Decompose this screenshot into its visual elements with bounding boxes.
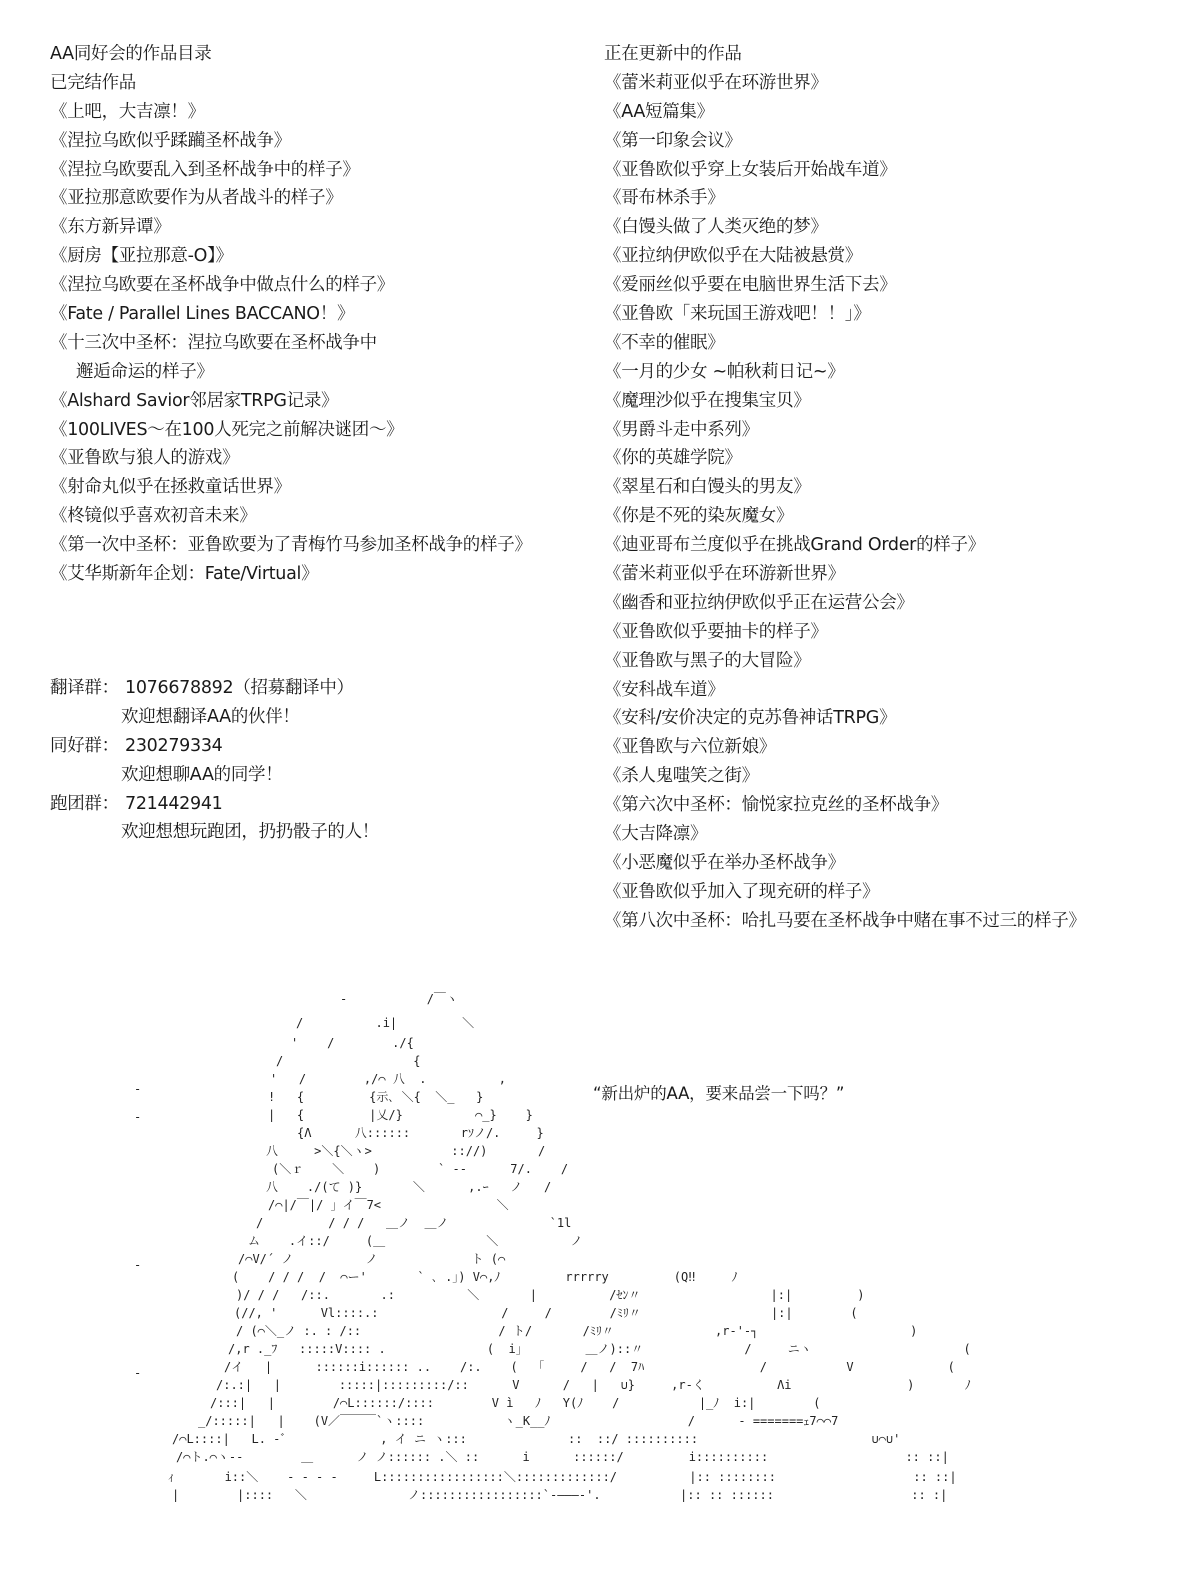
group-number: 230279334	[125, 735, 223, 756]
list-item: 《亚拉纳伊欧似乎在大陆被悬赏》	[604, 246, 862, 267]
list-item: 《杀人鬼嗤笑之街》	[604, 766, 759, 787]
ascii-art-line: ! { {示､ ＼{ ＼_ }	[268, 1090, 484, 1104]
ascii-art-line: / (⌒＼_ノ :. : /:: / ト/ /ﾐﾘ〃 ,r‐'‐┐ )	[236, 1324, 918, 1338]
list-item: 《柊镜似乎喜欢初音未来》	[50, 506, 257, 527]
list-item: 《亚鲁欧「来玩国王游戏吧！！」》	[604, 304, 871, 325]
group-note: 欢迎想聊AA的同学！	[121, 764, 283, 785]
ascii-art-line: (＼ｒ ＼ ) ` ‐- 7/. /	[272, 1162, 569, 1176]
ascii-art-line: -	[134, 1110, 142, 1124]
list-item: 《100LIVES～在100人死完之前解决谜团～》	[50, 419, 404, 440]
list-item: 《男爵斗走中系列》	[604, 419, 759, 440]
group-label: 同好群：	[50, 735, 119, 756]
list-item-continuation: 邂逅命运的样子》	[76, 361, 214, 382]
list-item: 《亚鲁欧与六位新娘》	[604, 737, 776, 758]
ascii-art-line: (//, ' Vl::::.: / / /ﾐﾘ〃 |:| (	[234, 1306, 858, 1320]
ascii-art-line: /⌒L::::| L. ‐ﾞ , イ ニ ヽ::: :: ::/ :::::::::: ∪⌒∪'	[172, 1432, 901, 1446]
ascii-art-line: | { |乂/} ⌒_} }	[268, 1108, 533, 1122]
list-item: 《东方新异谭》	[50, 217, 171, 238]
list-item: 《艾华斯新年企划：Fate/Virtual》	[50, 564, 319, 585]
completed-section-heading: 已完结作品	[50, 72, 136, 93]
ascii-art-line: ｨ i::＼ ‐ ‐ ‐ ‐ L:::::::::::::::::＼:::::::::::::/ |:: :::::::: :: ::|	[168, 1470, 957, 1484]
ascii-art-line: | |:::: ＼ ノ:::::::::::::::::`‐―――‐'. |:: :: :::::: :: :|	[172, 1488, 948, 1502]
list-item: 《哥布林杀手》	[604, 188, 725, 209]
list-item: 《不幸的催眠》	[604, 332, 725, 353]
ascii-art-line: -	[134, 1366, 142, 1380]
list-item: 《涅拉乌欧要乱入到圣杯战争中的样子》	[50, 159, 360, 180]
ongoing-section-heading: 正在更新中的作品	[604, 44, 742, 64]
list-item: 《白馒头做了人类灭绝的梦》	[604, 217, 828, 238]
list-item: 《迪亚哥布兰度似乎在挑战Grand Order的样子》	[604, 535, 985, 556]
catalog-title: AA同好会的作品目录	[50, 44, 212, 64]
group-note: 欢迎想翻译AA的伙伴！	[121, 706, 300, 727]
ascii-art-line: /⌒ト.⌒ヽ‐‐ ＿ ノ ノ:::::: .＼ :: i ::::::/ i:::::::::: :: ::|	[176, 1450, 949, 1464]
list-item: 《小恶魔似乎在举办圣杯战争》	[604, 852, 845, 873]
ascii-art-line: ' / ./{	[291, 1036, 414, 1050]
ascii-art-line: -	[134, 1082, 142, 1096]
list-item: 《你是不死的染灰魔女》	[604, 506, 794, 527]
ascii-art-line: /,r ._ﾌ :::::V:::: . ( i」 ＿ノ)::〃 / ニヽ (	[228, 1342, 971, 1356]
ascii-art-line: /:::| | /⌒L::::::/:::: V ì ﾉ Y(ﾉ / |_ﾉ i:| (	[210, 1396, 821, 1410]
list-item: 《魔理沙似乎在搜集宝贝》	[604, 390, 811, 411]
group-label: 跑团群：	[50, 793, 119, 814]
list-item: 《亚拉那意欧要作为从者战斗的样子》	[50, 188, 343, 209]
list-item: 《AA短篇集》	[604, 101, 714, 122]
ascii-art-line: / .i| ＼	[296, 1016, 475, 1030]
ascii-art-line: )/ / / /::. .: ＼ | /ｾﾝ〃 |:| )	[236, 1288, 865, 1302]
list-item: 《蕾米莉亚似乎在环游世界》	[604, 72, 828, 93]
list-item: 《涅拉乌欧似乎蹂躏圣杯战争》	[50, 130, 291, 151]
list-item: 《射命丸似乎在拯救童话世界》	[50, 477, 291, 498]
ascii-art-line: _/:::::| | (V／￣￣￣`ヽ:::: ヽ_K__ﾉ / ‐ =======ｪ7⌒⌒7	[198, 1414, 839, 1428]
list-item: 《安科战车道》	[604, 679, 725, 700]
speech-quote: “新出炉的AA，要来品尝一下吗？”	[593, 1084, 845, 1103]
ascii-art-line: ム .イ::/ (＿ ＼ ノ	[248, 1234, 583, 1248]
list-item: 《亚鲁欧似乎要抽卡的样子》	[604, 621, 828, 642]
list-item: 《亚鲁欧似乎加入了现充研的样子》	[604, 881, 880, 902]
ascii-art-line: /:.:| | :::::|:::::::::/:: V / | ∪} ,r‐く Λi ) ﾉ	[216, 1378, 971, 1392]
list-item: 《蕾米莉亚似乎在环游新世界》	[604, 564, 845, 585]
ascii-art-line: 八 >＼{＼ヽ> :://) /	[266, 1144, 546, 1158]
ascii-art-line: -	[134, 1258, 142, 1272]
list-item: 《安科/安价决定的克苏鲁神话TRPG》	[604, 708, 897, 729]
ascii-art-line: ( / / / / ⌒ー' ` ､ .」) V⌒,ﾉ rrrrry (Q‼ ﾉ	[232, 1270, 738, 1284]
ascii-art-line: / {	[276, 1054, 421, 1068]
list-item: 《第一印象会议》	[604, 130, 742, 151]
list-item: 《Fate / Parallel Lines BACCANO！》	[50, 304, 355, 325]
list-item: 《第八次中圣杯：哈扎马要在圣杯战争中赌在事不过三的样子》	[604, 910, 1086, 931]
list-item: 《幽香和亚拉纳伊欧似乎正在运营公会》	[604, 592, 914, 613]
ascii-art-line: /⌒|/￣|/ 」イ￣7< ＼	[268, 1198, 509, 1212]
list-item: 《亚鲁欧与狼人的游戏》	[50, 448, 240, 469]
group-number: 721442941	[125, 793, 223, 814]
list-item: 《一月的少女 ~帕秋莉日记~》	[604, 361, 845, 382]
list-item: 《亚鲁欧与黑子的大冒险》	[604, 650, 811, 671]
list-item: 《翠星石和白馒头的男友》	[604, 477, 811, 498]
list-item: 《你的英雄学院》	[604, 448, 742, 469]
list-item: 《第一次中圣杯：亚鲁欧要为了青梅竹马参加圣杯战争的样子》	[50, 535, 532, 556]
list-item: 《第六次中圣杯：愉悦家拉克丝的圣杯战争》	[604, 795, 948, 816]
list-item: 《Alshard Savior邻居家TRPG记录》	[50, 390, 339, 411]
group-note: 欢迎想想玩跑团，扔扔骰子的人！	[121, 822, 379, 843]
ascii-art-line: / / / / ＿ノ ＿ノ `1l	[256, 1216, 572, 1230]
ascii-art-line: {Λ 八:::::: rｿノ/. }	[297, 1126, 544, 1140]
ascii-art-line: /⌒V/´ ノ ノ ト (⌒	[238, 1252, 506, 1266]
ascii-art-line: 八 ./(て )} ＼ ,.ｰ ノ /	[266, 1180, 552, 1194]
list-item: 《亚鲁欧似乎穿上女装后开始战车道》	[604, 159, 897, 180]
ascii-art-line: - /￣ヽ	[340, 992, 458, 1006]
ascii-art-line: /イ | ::::::i:::::: .. /:. ( 「 / / 7ﾊ / V (	[224, 1360, 955, 1374]
list-item: 《爱丽丝似乎要在电脑世界生活下去》	[604, 275, 897, 296]
group-number: 1076678892（招募翻译中）	[125, 678, 354, 698]
list-item: 《大吉降凛》	[604, 824, 708, 845]
list-item: 《厨房【亚拉那意-O】》	[50, 246, 233, 267]
list-item: 《上吧，大吉凛！》	[50, 101, 205, 122]
ascii-art-line: ' / ,/⌒ 八 . ,	[270, 1072, 506, 1086]
list-item: 《涅拉乌欧要在圣杯战争中做点什么的样子》	[50, 275, 394, 296]
group-label: 翻译群：	[50, 678, 119, 698]
list-item: 《十三次中圣杯：涅拉乌欧要在圣杯战争中	[50, 332, 377, 353]
